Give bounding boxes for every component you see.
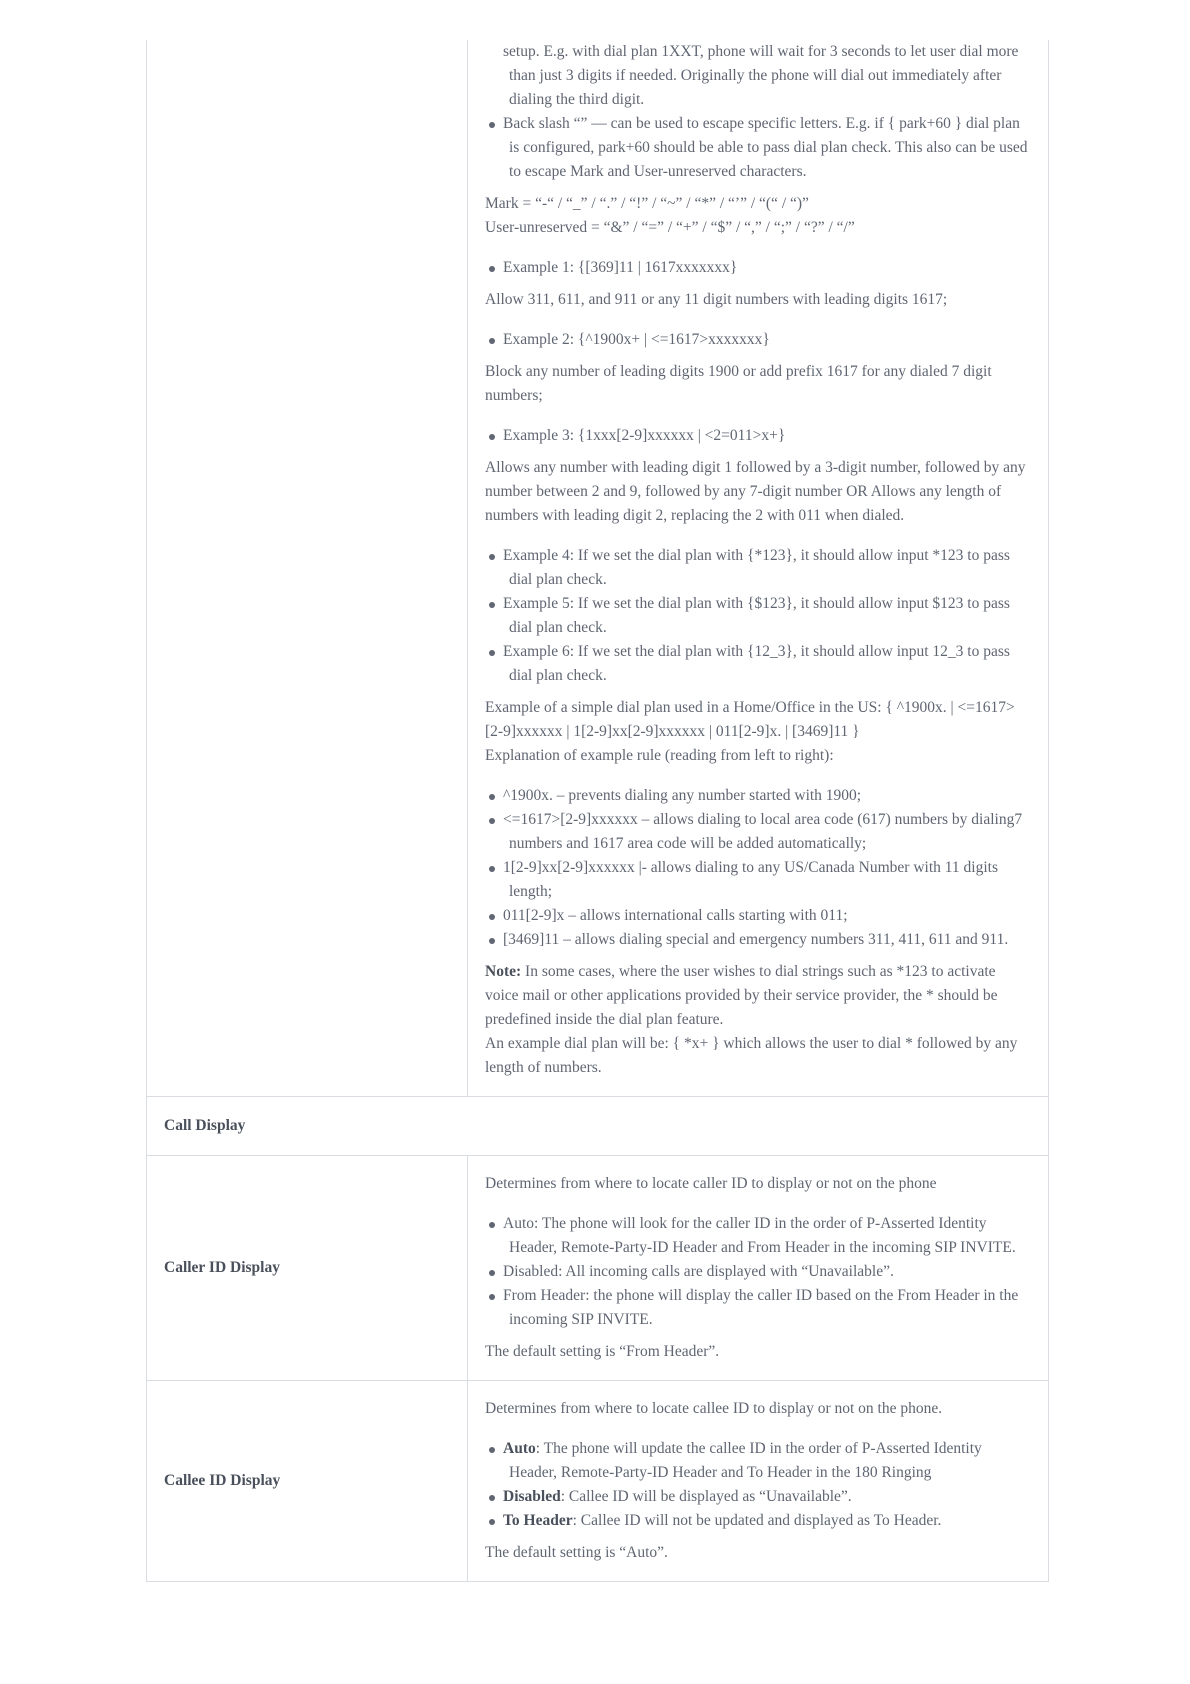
list-item: setup. E.g. with dial plan 1XXT, phone will wait for 3 seconds to let user dial more than just 3 digits if needed. Originally the phone will dial out immediately after dialing the third digit. <box>503 43 1019 108</box>
caller-id-default: The default setting is “From Header”. <box>485 1343 720 1360</box>
callee-id-options-list <box>485 1437 1030 1533</box>
dial-plan-name-cell <box>147 40 468 1097</box>
caller-id-intro: Determines from where to locate caller ID to display or not on the phone <box>485 1175 937 1192</box>
option-text: : The phone will update the callee ID in the order of P-Asserted Identity Header, Remote-Party-ID Header and To Header in the 180 Ringing <box>509 1440 982 1481</box>
list-item: Example 6: If we set the dial plan with {12_3}, it should allow input 12_3 to pass dial plan check. <box>485 640 1030 688</box>
list-item: Back slash “” — can be used to escape specific letters. E.g. if { park+60 } dial plan is configured, park+60 should be able to pass dial plan check. This also can be used to escape Mark and User-unreserved characters. <box>485 112 1030 184</box>
list-item: Disabled: All incoming calls are displayed with “Unavailable”. <box>485 1260 1030 1284</box>
callee-id-display-row <box>147 1381 1049 1582</box>
list-item: Example 1: {[369]11 | 1617xxxxxxx} <box>485 256 1030 280</box>
dial-plan-description <box>468 40 1049 1097</box>
list-item <box>485 1509 1030 1533</box>
user-unreserved-definition: User-unreserved = “&” / “=” / “+” / “$” / “,” / “;” / “?” / “/” <box>485 219 855 236</box>
example-2-description: Block any number of leading digits 1900 or add prefix 1617 for any dialed 7 digit numbers; <box>485 363 992 404</box>
list-item: Example 5: If we set the dial plan with {$123}, it should allow input $123 to pass dial plan check. <box>485 592 1030 640</box>
example-1-list <box>485 256 1030 280</box>
callee-id-intro: Determines from where to locate callee ID to display or not on the phone. <box>485 1400 943 1417</box>
list-item <box>485 1485 1030 1509</box>
example-3-list <box>485 424 1030 448</box>
list-item: Example 2: {^1900x+ | <=1617>xxxxxxx} <box>485 328 1030 352</box>
list-item: ^1900x. – prevents dialing any number started with 1900; <box>485 784 1030 808</box>
explanation-list <box>485 784 1030 952</box>
note-example: An example dial plan will be: { *x+ } which allows the user to dial * followed by any length of numbers. <box>485 1035 1018 1076</box>
list-item: 1[2-9]xx[2-9]xxxxxx |- allows dialing to any US/Canada Number with 11 digits length; <box>485 856 1030 904</box>
note-text: In some cases, where the user wishes to dial strings such as *123 to activate voice mail or other applications provided by their service provider, the * should be predefined inside the dial plan feature. <box>485 963 998 1028</box>
explanation-heading: Explanation of example rule (reading from left to right): <box>485 747 834 764</box>
list-item: Auto: The phone will look for the caller ID in the order of P-Asserted Identity Header, Remote-Party-ID Header and From Header in the incoming SIP INVITE. <box>485 1212 1030 1260</box>
callee-id-display-name: Callee ID Display <box>147 1381 468 1582</box>
callee-id-display-description <box>468 1381 1049 1582</box>
list-item: Example 3: {1xxx[2-9]xxxxxx | <2=011>x+} <box>485 424 1030 448</box>
mark-definition: Mark = “-“ / “_” / “.” / “!” / “~” / “*” / “’” / “(“ / “)” <box>485 195 809 212</box>
list-item: From Header: the phone will display the caller ID based on the From Header in the incoming SIP INVITE. <box>485 1284 1030 1332</box>
note-paragraph <box>485 960 1030 1032</box>
example-2-list <box>485 328 1030 352</box>
option-label: Disabled <box>503 1488 561 1505</box>
caller-id-display-name: Caller ID Display <box>147 1156 468 1381</box>
callee-id-default: The default setting is “Auto”. <box>485 1544 668 1561</box>
dial-plan-row <box>147 40 1049 1097</box>
caller-id-display-description <box>468 1156 1049 1381</box>
list-item: 011[2-9]x – allows international calls starting with 011; <box>485 904 1030 928</box>
list-item: <=1617>[2-9]xxxxxx – allows dialing to local area code (617) numbers by dialing7 numbers and 1617 area code will be added automatically; <box>485 808 1030 856</box>
option-label: To Header <box>503 1512 573 1529</box>
option-text: : Callee ID will be displayed as “Unavailable”. <box>560 1488 852 1505</box>
list-item <box>485 1437 1030 1485</box>
caller-id-options-list <box>485 1212 1030 1332</box>
example-3-description: Allows any number with leading digit 1 followed by a 3-digit number, followed by any number between 2 and 9, followed by any 7-digit number OR Allows any length of numbers with leading digit 2, replacing the 2 with 011 when dialed. <box>485 459 1026 524</box>
option-text: : Callee ID will not be updated and displayed as To Header. <box>572 1512 942 1529</box>
list-item: [3469]11 – allows dialing special and emergency numbers 311, 411, 611 and 911. <box>485 928 1030 952</box>
caller-id-display-row <box>147 1156 1049 1381</box>
note-label: Note: <box>485 963 522 980</box>
settings-table <box>146 40 1049 1582</box>
dial-plan-top-bullets <box>485 40 1030 184</box>
section-title: Call Display <box>147 1097 1049 1156</box>
examples-4-6-list <box>485 544 1030 688</box>
call-display-section-row <box>147 1097 1049 1156</box>
option-label: Auto <box>503 1440 536 1457</box>
simple-dial-plan-example: Example of a simple dial plan used in a Home/Office in the US: { ^1900x. | <=1617>[2-9]xxxxxx | 1[2-9]xx[2-9]xxxxxx | 011[2-9]x. | [3469]11 } <box>485 699 1015 740</box>
example-1-description: Allow 311, 611, and 911 or any 11 digit numbers with leading digits 1617; <box>485 291 948 308</box>
list-item: Example 4: If we set the dial plan with {*123}, it should allow input *123 to pass dial plan check. <box>485 544 1030 592</box>
